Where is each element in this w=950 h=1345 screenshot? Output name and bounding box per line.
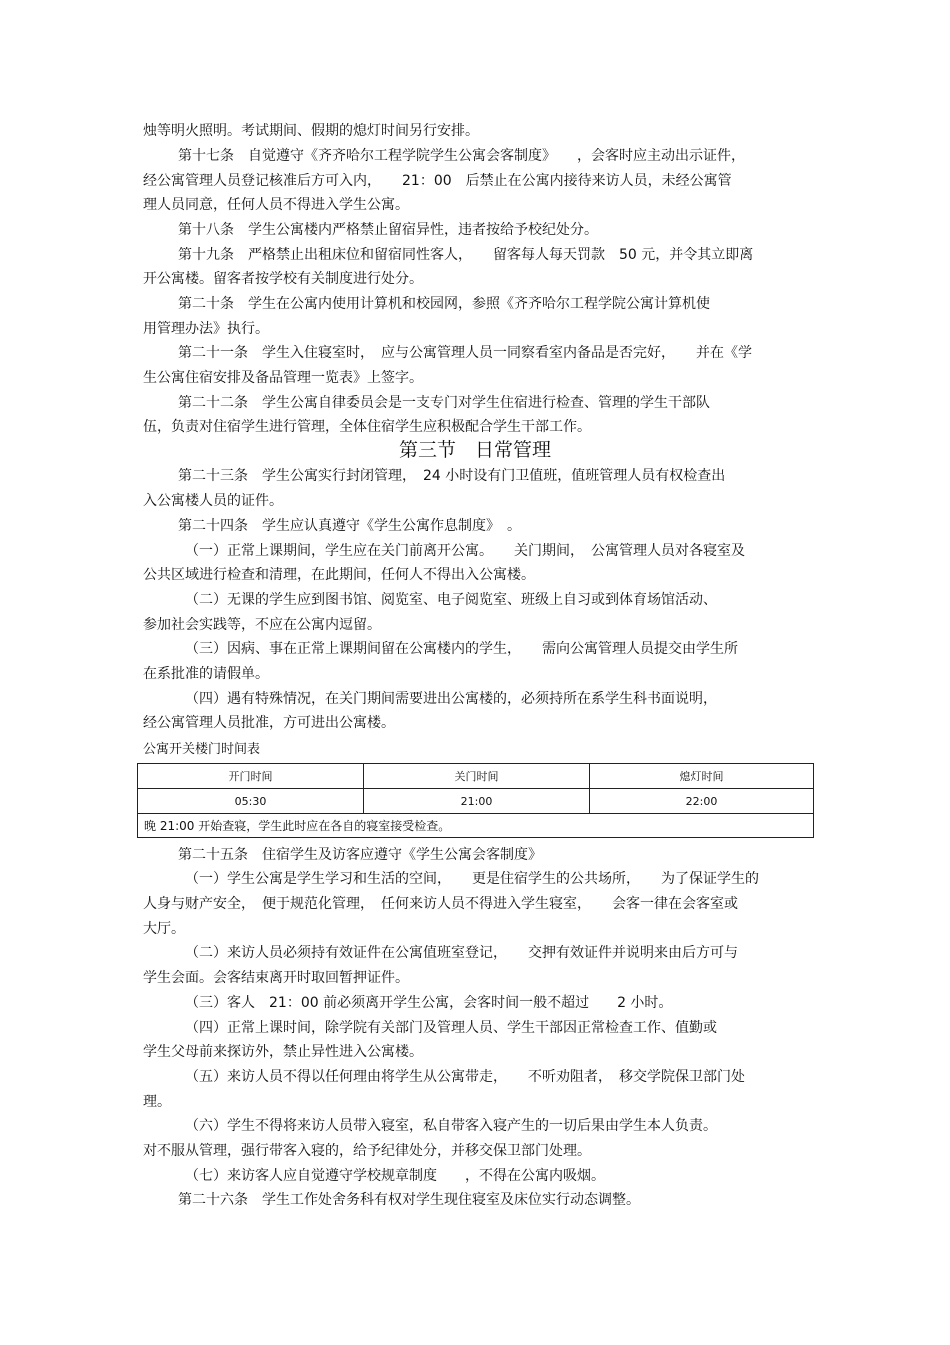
article-21: 第二十一条 学生入住寝室时， 应与公寓管理人员一同察看室内备品是否完好， 并在《学 xyxy=(178,345,752,361)
table-note-row xyxy=(138,814,814,838)
text-line: 公共区域进行检查和清理，在此期间，任何人不得出入公寓楼。 xyxy=(143,567,535,583)
open-time-value: 05:30 xyxy=(138,789,364,814)
text-line: 参加社会实践等，不应在公寓内逗留。 xyxy=(143,617,381,633)
table-header-row xyxy=(138,764,814,789)
text-line: 大厅。 xyxy=(143,921,185,937)
text-line: 经公寓管理人员登记核准后方可入内， 21：00 后禁止在公寓内接待来访人员，未经公寓管 xyxy=(143,173,732,189)
section-heading: 第三节 日常管理 xyxy=(398,439,551,461)
article-20: 第二十条 学生在公寓内使用计算机和校园网，参照《齐齐哈尔工程学院公寓计算机使 xyxy=(178,296,710,312)
text-line: 用管理办法》执行。 xyxy=(143,321,269,337)
article-17: 第十七条 自觉遵守《齐齐哈尔工程学院学生公寓会客制度》 ，会客时应主动出示证件， xyxy=(178,148,745,164)
text-line: 理人员同意，任何人员不得进入学生公寓。 xyxy=(143,197,409,213)
clause-7: （七）来访客人应自觉遵守学校规章制度 ，不得在公寓内吸烟。 xyxy=(185,1168,605,1184)
clause-4: （四）正常上课时间，除学院有关部门及管理人员、学生干部因正常检查工作、值勤或 xyxy=(185,1020,717,1036)
text-line: 入公寓楼人员的证件。 xyxy=(143,493,283,509)
clause-6: （六）学生不得将来访人员带入寝室，私自带客入寝产生的一切后果由学生本人负责。 xyxy=(185,1118,717,1134)
text-line: 对不服从管理，强行带客入寝的，给予纪律处分，并移交保卫部门处理。 xyxy=(143,1143,591,1159)
clause-3: （三）因病、事在正常上课期间留在公寓楼内的学生， 需向公寓管理人员提交由学生所 xyxy=(185,641,738,657)
header-lights-out-time: 熄灯时间 xyxy=(590,764,814,789)
article-25: 第二十五条 住宿学生及访客应遵守《学生公寓会客制度》 xyxy=(178,847,542,863)
text-line: 开公寓楼。留客者按学校有关制度进行处分。 xyxy=(143,271,423,287)
text-line: 在系批准的请假单。 xyxy=(143,666,269,682)
clause-2: （二）无课的学生应到图书馆、阅览室、电子阅览室、班级上自习或到体育场馆活动、 xyxy=(185,592,717,608)
opening-hours-table xyxy=(137,763,814,838)
article-24: 第二十四条 学生应认真遵守《学生公寓作息制度》 。 xyxy=(178,518,521,534)
clause-1: （一）学生公寓是学生学习和生活的空间， 更是住宿学生的公共场所， 为了保证学生的 xyxy=(185,871,759,887)
table-row xyxy=(138,789,814,814)
clause-5: （五）来访人员不得以任何理由将学生从公寓带走， 不听劝阻者， 移交学院保卫部门处 xyxy=(185,1069,745,1085)
clause-2: （二）来访人员必须持有效证件在公寓值班室登记， 交押有效证件并说明来由后方可与 xyxy=(185,945,738,961)
text-line: 理。 xyxy=(143,1094,171,1110)
text-line: 伍，负责对住宿学生进行管理，全体住宿学生应积极配合学生干部工作。 xyxy=(143,419,591,435)
clause-3: （三）客人 21：00 前必须离开学生公寓，会客时间一般不超过 2 小时。 xyxy=(185,995,673,1011)
text-line: 学生父母前来探访外，禁止异性进入公寓楼。 xyxy=(143,1044,423,1060)
table-note: 晚 21:00 开始查寝，学生此时应在各自的寝室接受检查。 xyxy=(138,814,814,838)
close-time-value: 21:00 xyxy=(364,789,590,814)
clause-4: （四）遇有特殊情况，在关门期间需要进出公寓楼的，必须持所在系学生科书面说明， xyxy=(185,691,717,707)
article-26: 第二十六条 学生工作处舍务科有权对学生现住寝室及床位实行动态调整。 xyxy=(178,1192,640,1208)
article-22: 第二十二条 学生公寓自律委员会是一支专门对学生住宿进行检查、管理的学生干部队 xyxy=(178,395,710,411)
header-close-time: 关门时间 xyxy=(364,764,590,789)
text-line: 学生会面。会客结束离开时取回暂押证件。 xyxy=(143,970,409,986)
text-line: 经公寓管理人员批准，方可进出公寓楼。 xyxy=(143,715,395,731)
article-19: 第十九条 严格禁止出租床位和留宿同性客人， 留客每人每天罚款 50 元，并令其立即离 xyxy=(178,247,754,263)
article-18: 第十八条 学生公寓楼内严格禁止留宿异性，违者按给予校纪处分。 xyxy=(178,222,598,238)
text-line: 烛等明火照明。考试期间、假期的熄灯时间另行安排。 xyxy=(143,123,479,139)
clause-1: （一）正常上课期间，学生应在关门前离开公寓。 关门期间， 公寓管理人员对各寝室及 xyxy=(185,543,745,559)
header-open-time: 开门时间 xyxy=(138,764,364,789)
table-caption: 公寓开关楼门时间表 xyxy=(143,742,261,757)
lights-out-value: 22:00 xyxy=(590,789,814,814)
text-line: 生公寓住宿安排及备品管理一览表》上签字。 xyxy=(143,370,423,386)
text-line: 人身与财产安全， 便于规范化管理， 任何来访人员不得进入学生寝室， 会客一律在会客室或 xyxy=(143,896,738,912)
article-23: 第二十三条 学生公寓实行封闭管理， 24 小时设有门卫值班，值班管理人员有权检查出 xyxy=(178,468,726,484)
